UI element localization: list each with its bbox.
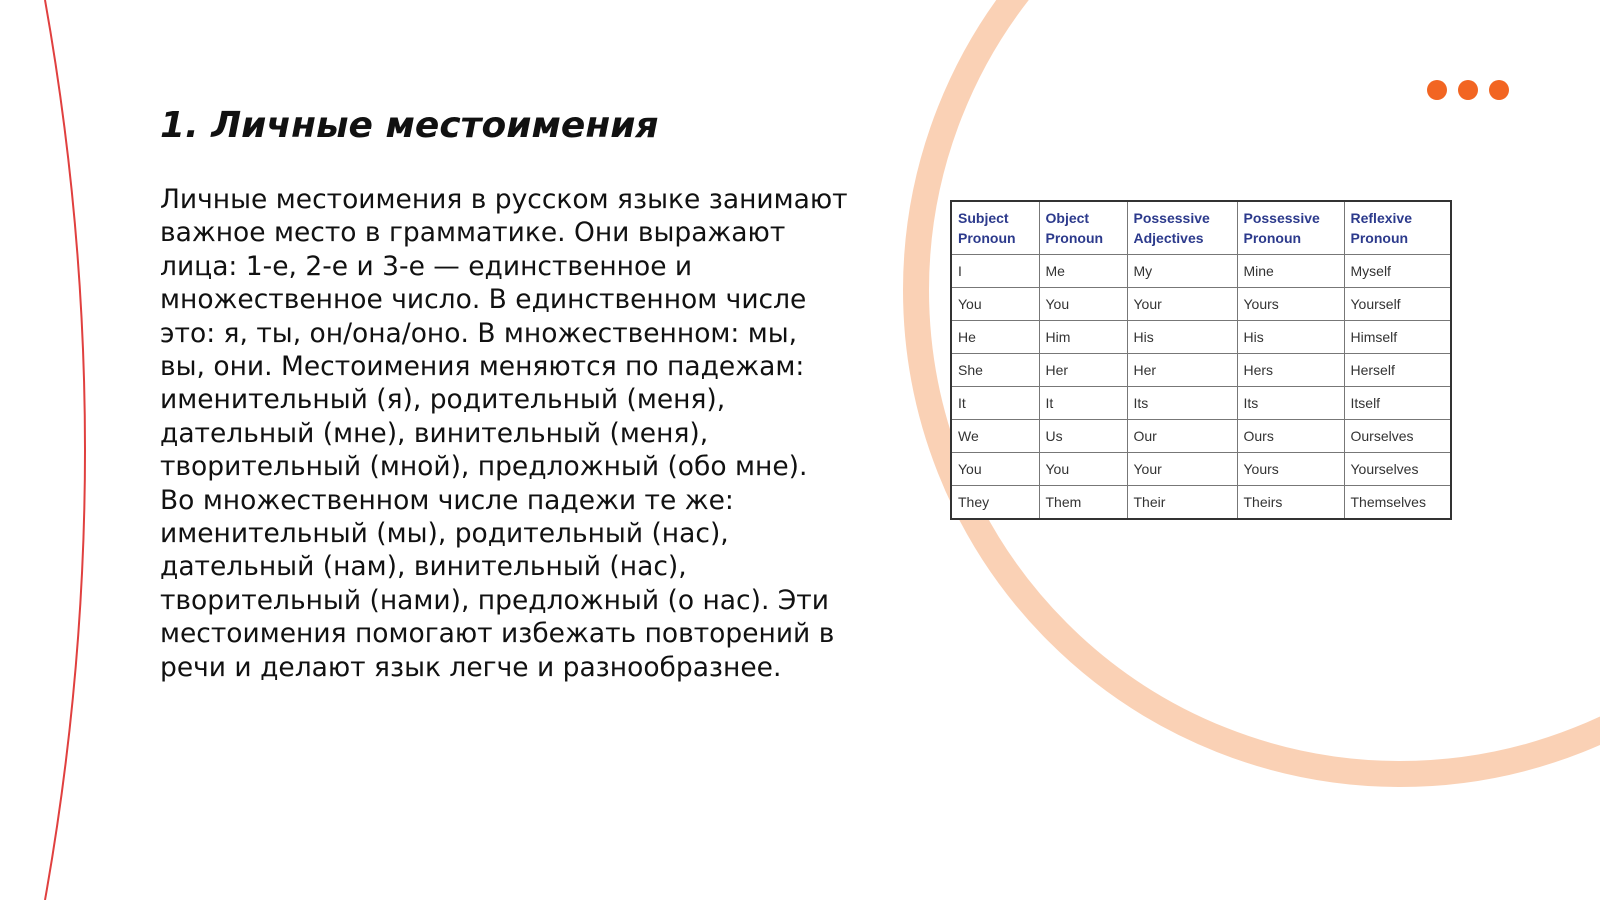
table-cell: Yours — [1237, 288, 1344, 321]
left-decorative-line — [45, 0, 85, 900]
header-subject-pronoun: Subject Pronoun — [951, 201, 1039, 255]
table-cell: His — [1237, 321, 1344, 354]
table-cell: She — [951, 354, 1039, 387]
table-cell: You — [1039, 453, 1127, 486]
table-cell: Your — [1127, 288, 1237, 321]
table-cell: Ours — [1237, 420, 1344, 453]
table-cell: Herself — [1344, 354, 1451, 387]
pronoun-table — [950, 200, 1452, 520]
header-reflexive-pronoun: Reflexive Pronoun — [1344, 201, 1451, 255]
table-cell: Her — [1039, 354, 1127, 387]
table-row — [951, 354, 1451, 387]
table-cell: Its — [1237, 387, 1344, 420]
header-possessive-pronoun: Possessive Pronoun — [1237, 201, 1344, 255]
table-cell: We — [951, 420, 1039, 453]
table-cell: It — [1039, 387, 1127, 420]
dot-1 — [1427, 80, 1447, 100]
table-cell: I — [951, 255, 1039, 288]
table-row — [951, 288, 1451, 321]
table-cell: Its — [1127, 387, 1237, 420]
table-row — [951, 321, 1451, 354]
table-cell: Yours — [1237, 453, 1344, 486]
table-cell: It — [951, 387, 1039, 420]
table-cell: Himself — [1344, 321, 1451, 354]
table-cell: Our — [1127, 420, 1237, 453]
table-cell: Themselves — [1344, 486, 1451, 520]
table-cell: Their — [1127, 486, 1237, 520]
table-cell: You — [951, 288, 1039, 321]
table-cell: Theirs — [1237, 486, 1344, 520]
table-cell: Him — [1039, 321, 1127, 354]
table-row — [951, 453, 1451, 486]
table-cell: His — [1127, 321, 1237, 354]
table-cell: Itself — [1344, 387, 1451, 420]
table-cell: Us — [1039, 420, 1127, 453]
table-cell: Yourselves — [1344, 453, 1451, 486]
table-cell: Myself — [1344, 255, 1451, 288]
table-cell: Ourselves — [1344, 420, 1451, 453]
table-cell: My — [1127, 255, 1237, 288]
table-cell: Hers — [1237, 354, 1344, 387]
table-cell: Mine — [1237, 255, 1344, 288]
slide-body-text: Личные местоимения в русском языке занимают важное место в грамматике. Они выражают лица: 1-е, 2-е и 3-е — единственное и множественное число. В единственном числе это: я, ты, он/она/оно. В множественном: мы, вы, они. Местоимения меняются по падежам: именительный (я), родительный (меня), дательный (мне), винительный (меня), творительный (мной), предложный (обо мне). Во множественном числе падежи те же: именительный (мы), родительный (нас), дательный (нам), винительный (нас), творительный (нами), предложный (о нас). Эти местоимения помогают избежать повторений в речи и делают язык легче и разнообразнее. — [160, 184, 848, 683]
table-cell: You — [951, 453, 1039, 486]
table-row — [951, 387, 1451, 420]
table-cell: Me — [1039, 255, 1127, 288]
menu-dots-icon — [1427, 80, 1509, 100]
table-row — [951, 420, 1451, 453]
header-possessive-adjectives: Possessive Adjectives — [1127, 201, 1237, 255]
dot-2 — [1458, 80, 1478, 100]
table-row — [951, 486, 1451, 520]
table-cell: You — [1039, 288, 1127, 321]
slide-title: 1. Личные местоимения — [160, 105, 659, 146]
table-header-row — [951, 201, 1451, 255]
table-cell: They — [951, 486, 1039, 520]
dot-3 — [1489, 80, 1509, 100]
table-cell: Her — [1127, 354, 1237, 387]
table-cell: Yourself — [1344, 288, 1451, 321]
table-cell: Them — [1039, 486, 1127, 520]
table-cell: Your — [1127, 453, 1237, 486]
table-cell: He — [951, 321, 1039, 354]
header-object-pronoun: Object Pronoun — [1039, 201, 1127, 255]
table-row — [951, 255, 1451, 288]
